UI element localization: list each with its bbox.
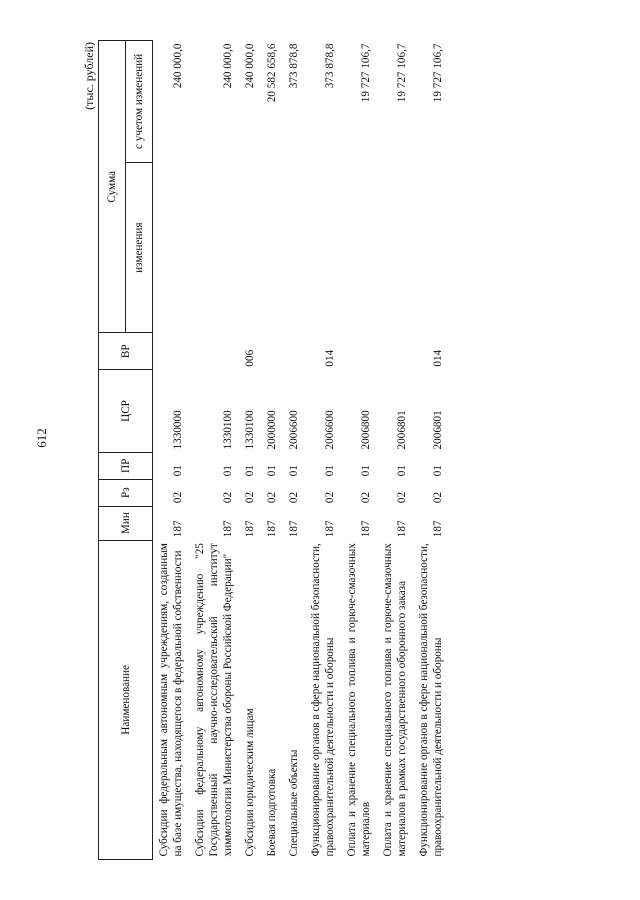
row-min: 187 bbox=[432, 520, 444, 538]
row-csr: 1330100 bbox=[244, 410, 256, 450]
row-min: 187 bbox=[288, 520, 300, 538]
row-pr: 01 bbox=[288, 465, 300, 477]
row-pr: 01 bbox=[432, 465, 444, 477]
table-row bbox=[239, 41, 261, 860]
row-name: Субсидии юридическим лицам bbox=[244, 708, 256, 857]
row-name: Субсидии федеральным автономным учреждениям, созданным на базе имущества, находящегося в федеральной собственности bbox=[158, 543, 184, 857]
row-rz: 02 bbox=[288, 491, 300, 504]
row-vr bbox=[153, 333, 190, 370]
row-csr: 2006801 bbox=[396, 410, 408, 450]
row-changes bbox=[377, 162, 413, 333]
row-changes bbox=[283, 162, 305, 333]
row-csr: 2006801 bbox=[432, 410, 444, 450]
header-vr: ВР bbox=[99, 333, 153, 370]
row-vr: 014 bbox=[324, 349, 336, 367]
unit-label: (тыс. рублей) bbox=[82, 42, 96, 110]
table-row bbox=[341, 41, 377, 860]
table-row bbox=[189, 41, 239, 860]
row-csr: 2006800 bbox=[360, 410, 372, 450]
header-with-changes: с учетом изменений bbox=[126, 41, 153, 163]
row-vr bbox=[377, 333, 413, 370]
row-total: 19 727 106,7 bbox=[396, 43, 408, 103]
row-rz: 02 bbox=[222, 491, 234, 504]
row-pr: 01 bbox=[222, 465, 234, 477]
row-name: Оплата и хранение специального топлива и горюче-смазочных материалов в рамках государственного оборонного заказа bbox=[382, 543, 408, 857]
row-rz: 02 bbox=[244, 491, 256, 504]
row-vr bbox=[189, 333, 239, 370]
row-total: 373 878,8 bbox=[324, 43, 336, 89]
table-body bbox=[153, 41, 450, 860]
table-row bbox=[261, 41, 283, 860]
row-changes bbox=[239, 162, 261, 333]
row-min: 187 bbox=[324, 520, 336, 538]
row-changes bbox=[305, 162, 341, 333]
table-header bbox=[99, 41, 153, 860]
row-changes bbox=[189, 162, 239, 333]
row-min: 187 bbox=[266, 520, 278, 538]
header-min: Мин bbox=[99, 506, 153, 540]
table-row bbox=[377, 41, 413, 860]
header-csr: ЦСР bbox=[99, 370, 153, 453]
row-vr bbox=[283, 333, 305, 370]
row-name: Функционирование органов в сфере национальной безопасности, правоохранительной деятельности и обороны bbox=[418, 543, 444, 857]
row-csr: 1330000 bbox=[172, 410, 184, 450]
row-total: 240 000,0 bbox=[222, 43, 234, 89]
row-pr: 01 bbox=[172, 465, 184, 477]
row-min: 187 bbox=[172, 520, 184, 538]
row-vr: 006 bbox=[244, 349, 256, 367]
row-rz: 02 bbox=[172, 491, 184, 504]
row-total: 373 878,8 bbox=[288, 43, 300, 89]
budget-table bbox=[98, 40, 449, 860]
table-row bbox=[305, 41, 341, 860]
row-name: Субсидии федеральному автономному учреждению "25 Государственный научно-исследовательский институт химмотологии Министерства обороны Российской Федерации" bbox=[194, 543, 234, 857]
row-name: Функционирование органов в сфере национальной безопасности, правоохранительной деятельности и обороны bbox=[310, 543, 336, 857]
row-changes bbox=[413, 162, 449, 333]
row-pr: 01 bbox=[244, 465, 256, 477]
row-rz: 02 bbox=[360, 491, 372, 504]
row-changes bbox=[153, 162, 190, 333]
row-rz: 02 bbox=[266, 491, 278, 504]
row-pr: 01 bbox=[266, 465, 278, 477]
row-name: Специальные объекты bbox=[288, 749, 300, 857]
row-pr: 01 bbox=[324, 465, 336, 477]
row-csr: 2006600 bbox=[288, 410, 300, 450]
row-csr: 1330100 bbox=[222, 410, 234, 450]
row-name: Оплата и хранение специального топлива и горюче-смазочных материалов bbox=[346, 543, 372, 857]
row-total: 19 727 106,7 bbox=[360, 43, 372, 103]
row-name: Боевая подготовка bbox=[266, 768, 278, 857]
row-rz: 02 bbox=[324, 491, 336, 504]
row-rz: 02 bbox=[432, 491, 444, 504]
row-pr: 01 bbox=[396, 465, 408, 477]
row-csr: 2006600 bbox=[324, 410, 336, 450]
header-pr: ПР bbox=[99, 452, 153, 479]
rotated-page-content bbox=[80, 40, 630, 860]
row-min: 187 bbox=[360, 520, 372, 538]
header-changes: изменения bbox=[126, 162, 153, 333]
table-row bbox=[413, 41, 449, 860]
table-row bbox=[283, 41, 305, 860]
table-row bbox=[153, 41, 190, 860]
header-name: Наименование bbox=[99, 540, 153, 859]
row-min: 187 bbox=[222, 520, 234, 538]
row-vr bbox=[341, 333, 377, 370]
row-changes bbox=[261, 162, 283, 333]
row-vr bbox=[261, 333, 283, 370]
header-rz: Рз bbox=[99, 479, 153, 506]
row-total: 20 582 658,6 bbox=[266, 43, 278, 103]
page-number: 612 bbox=[34, 428, 49, 448]
row-pr: 01 bbox=[360, 465, 372, 477]
row-csr: 2000000 bbox=[266, 410, 278, 450]
row-total: 19 727 106,7 bbox=[432, 43, 444, 103]
row-vr: 014 bbox=[432, 349, 444, 367]
row-total: 240 000,0 bbox=[172, 43, 184, 89]
row-rz: 02 bbox=[396, 491, 408, 504]
header-sum: Сумма bbox=[99, 41, 126, 334]
row-min: 187 bbox=[244, 520, 256, 538]
row-changes bbox=[341, 162, 377, 333]
row-total: 240 000,0 bbox=[244, 43, 256, 89]
row-min: 187 bbox=[396, 520, 408, 538]
